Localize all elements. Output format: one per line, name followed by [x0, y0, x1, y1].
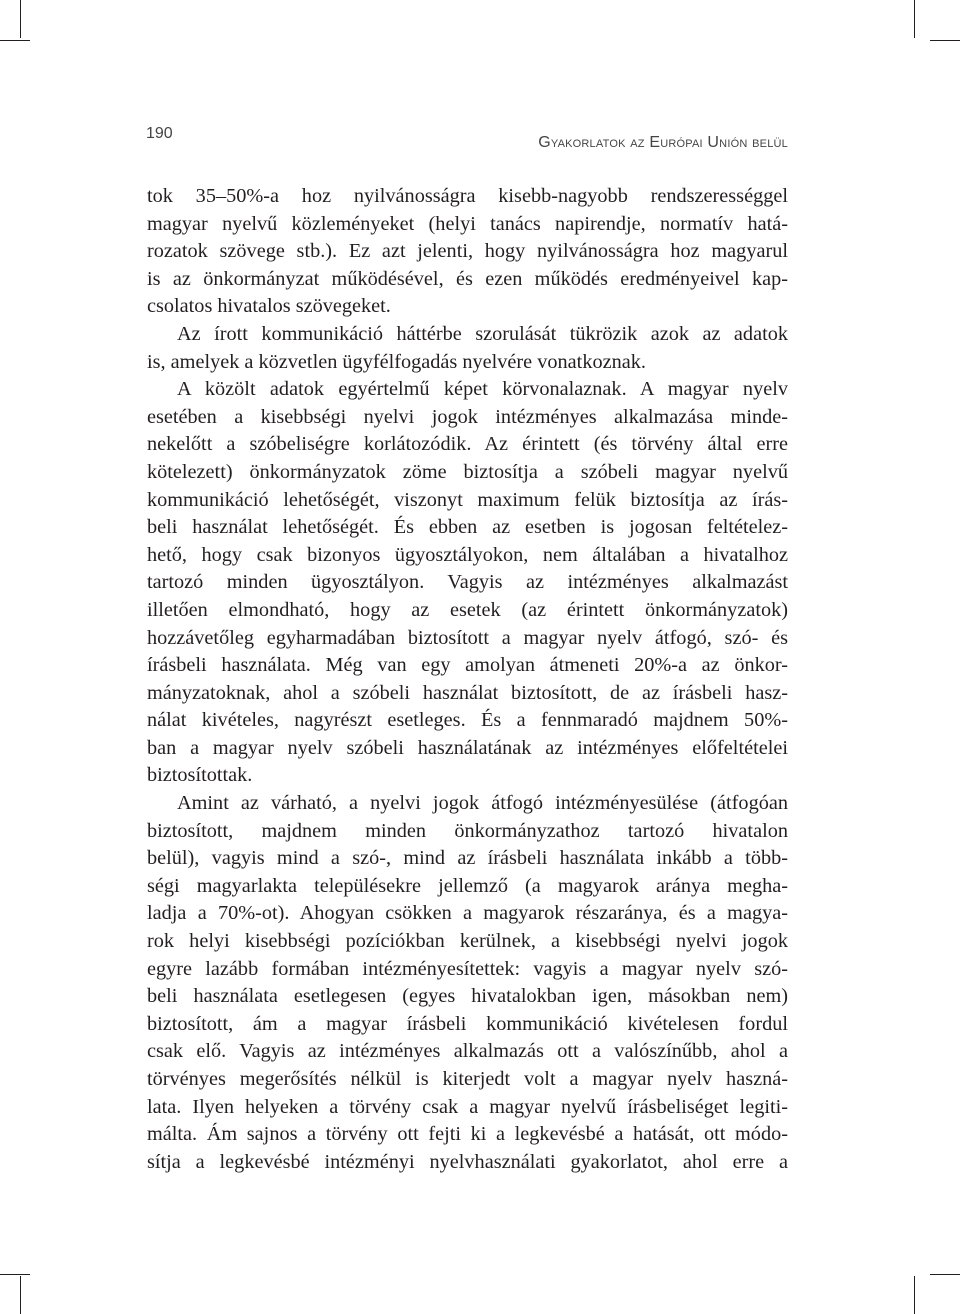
page-number: 190 — [146, 125, 173, 142]
text-line: kommunikáció lehetőségét, viszonyt maximum felük biztosítja az írás- — [147, 488, 788, 511]
crop-mark-top-left-horizontal — [0, 40, 30, 41]
text-line: esetében a kisebbségi nyelvi jogok intézményes alkalmazása minde- — [147, 405, 788, 428]
text-line: ban a magyar nyelv szóbeli használatának az intézményes előfeltételei — [147, 736, 788, 759]
body-text — [147, 183, 788, 1176]
crop-mark-bottom-right-horizontal — [930, 1274, 960, 1275]
text-line: málta. Ám sajnos a törvény ott fejti ki a legkevésbé a hatását, ott módo- — [147, 1123, 788, 1146]
text-line: illetően elmondható, hogy az esetek (az érintett önkormányzatok) — [147, 598, 788, 621]
crop-mark-top-left — [20, 0, 21, 38]
text-line: rozatok szövege stb.). Ez azt jelenti, hogy nyilvánosságra hoz magyarul — [147, 240, 788, 263]
text-line: rok helyi kisebbségi pozíciókban kerülnek, a kisebbségi nyelvi jogok — [147, 930, 788, 953]
text-line: egyre lazább formában intézményesítettek: vagyis a magyar nyelv szó- — [147, 957, 788, 980]
text-line: ladja a 70%-ot). Ahogyan csökken a magyarok részaránya, és a magya- — [147, 902, 788, 925]
text-line: tok 35–50%-a hoz nyilvánosságra kisebb-nagyobb rendszerességgel — [147, 185, 788, 207]
text-line: beli használat lehetőségét. És ebben az esetben is jogosan feltételez- — [147, 516, 788, 539]
text-line: írásbeli használata. Még van egy amolyan átmeneti 20%-a az önkor- — [147, 654, 788, 677]
crop-mark-top-right-horizontal — [930, 40, 960, 41]
text-line: kötelezett) önkormányzatok zöme biztosítja a szóbeli magyar nyelvű — [147, 460, 788, 483]
text-line: sítja a legkevésbé intézményi nyelvhasználati gyakorlatot, ahol erre a — [147, 1150, 788, 1173]
text-line: Amint az várható, a nyelvi jogok átfogó intézményesülése (átfogóan — [177, 792, 788, 815]
running-head: Gyakorlatok az Európai Unión belül — [538, 134, 788, 151]
text-line: beli használata esetlegesen (egyes hivatalokban igen, másokban nem) — [147, 985, 788, 1008]
text-line: törvényes megerősítés nélkül is kiterjedt volt a magyar nyelv haszná- — [147, 1068, 788, 1090]
crop-mark-bottom-left-horizontal — [0, 1274, 30, 1275]
text-line: csak elő. Vagyis az intézményes alkalmazás ott a valószínűbb, ahol a — [147, 1040, 788, 1063]
text-line: csolatos hivatalos szövegeket. — [147, 295, 391, 318]
text-line: mányzatoknak, ahol a szóbeli használat biztosított, de az írásbeli hasz- — [147, 681, 788, 704]
text-line: biztosítottak. — [147, 764, 253, 787]
text-line: A közölt adatok egyértelmű képet körvonalaznak. A magyar nyelv — [177, 378, 788, 401]
text-line: ségi magyarlakta településekre jellemző (a magyarok aránya megha- — [147, 874, 788, 897]
crop-mark-bottom-right — [914, 1276, 915, 1314]
text-line: hető, hogy csak bizonyos ügyosztályokon, nem általában a hivatalhoz — [147, 543, 788, 566]
text-line: belül), vagyis mind a szó-, mind az írásbeli használata inkább a több- — [147, 847, 788, 870]
text-line: tartozó minden ügyosztályon. Vagyis az intézményes alkalmazást — [147, 571, 788, 594]
text-line: hozzávetőleg egyharmadában biztosított a magyar nyelv átfogó, szó- és — [147, 626, 788, 649]
crop-mark-top-right — [914, 0, 915, 38]
text-line: biztosított, majdnem minden önkormányzathoz tartozó hivatalon — [147, 819, 788, 842]
text-line: is az önkormányzat működésével, és ezen működés eredményeivel kap- — [147, 267, 788, 290]
text-line: magyar nyelvű közleményeket (helyi tanács napirendje, normatív hatá- — [147, 212, 788, 235]
text-line: lata. Ilyen helyeken a törvény csak a magyar nyelvű írásbeliséget legiti- — [147, 1095, 788, 1118]
text-line: nálat kivételes, nagyrészt esetleges. És a fennmaradó majdnem 50%- — [147, 709, 788, 732]
text-line: is, amelyek a közvetlen ügyfélfogadás nyelvére vonatkoznak. — [147, 350, 646, 373]
text-line: biztosított, ám a magyar írásbeli kommunikáció kivételesen fordul — [147, 1012, 788, 1035]
crop-mark-bottom-left — [20, 1276, 21, 1314]
text-line: nekelőtt a szóbeliségre korlátozódik. Az érintett (és törvény által erre — [147, 433, 788, 456]
text-line: Az írott kommunikáció háttérbe szorulását tükrözik azok az adatok — [177, 322, 788, 345]
